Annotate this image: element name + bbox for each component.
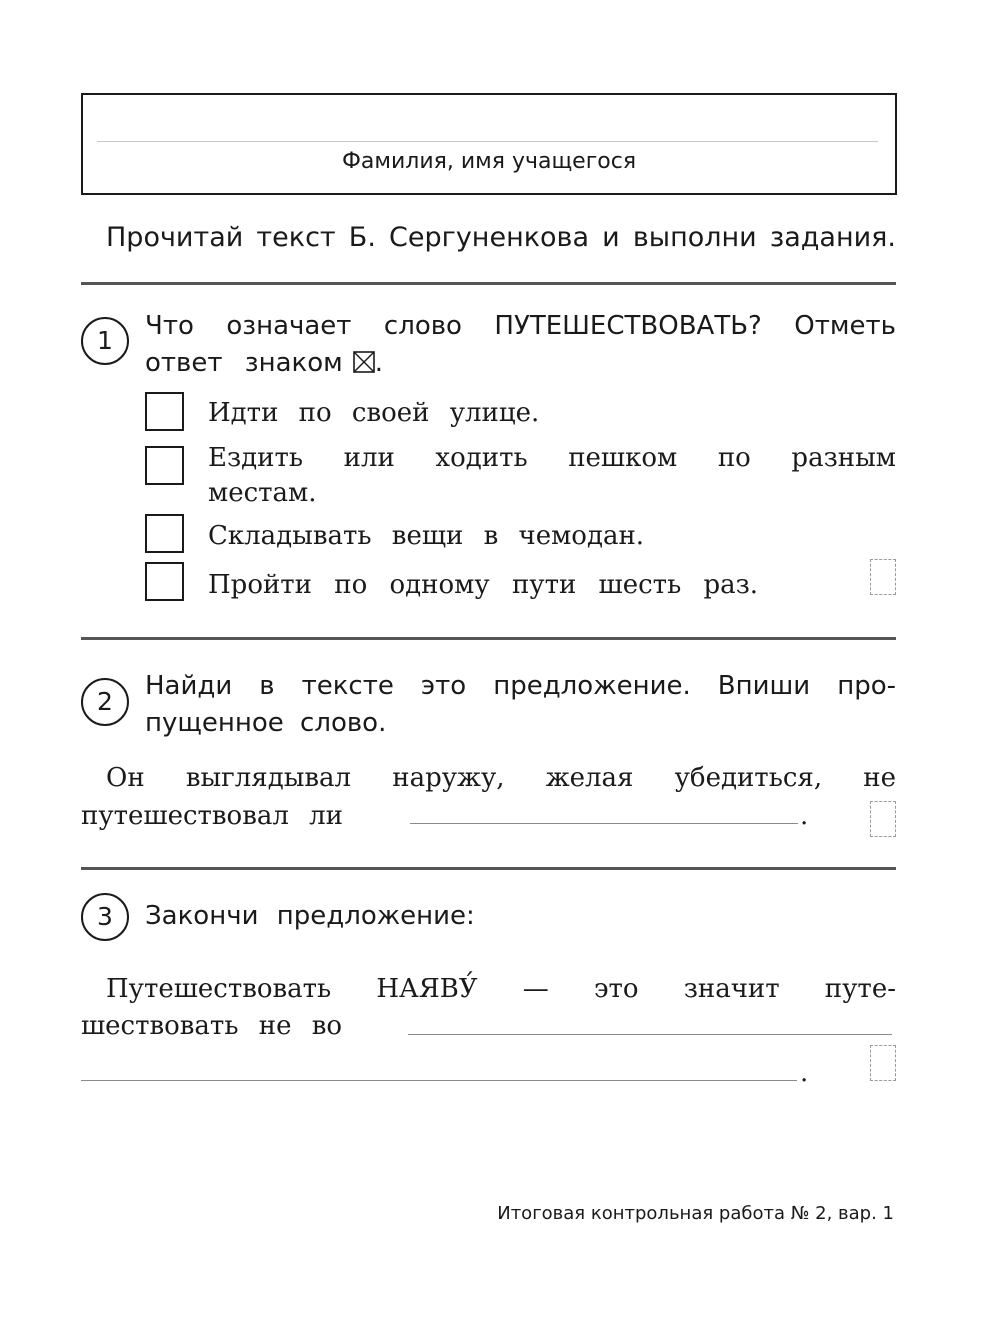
task-3-question: Закончи предложение: (145, 901, 475, 931)
option-1-label: Идти по своей улице. (208, 398, 540, 428)
task-3-sentence-end: . (800, 1058, 809, 1088)
student-name-label: Фамилия, имя учащегося (341, 149, 637, 174)
task-3-number: 3 (81, 893, 129, 941)
page-footer: Итоговая контрольная работа № 2, вар. 1 (497, 1203, 894, 1224)
task-2-question-line-1: Найди в тексте это предложение. Впиши про- (145, 671, 896, 701)
task-3-sentence-line-2: шествовать не во (81, 1011, 343, 1041)
task-2-score-box (870, 801, 896, 837)
student-name-box (81, 93, 897, 195)
option-2-label-line-1: Ездить или ходить пешком по разным (208, 443, 896, 473)
task-3-score-box (870, 1045, 896, 1081)
task-3-answer-line-2[interactable] (81, 1080, 797, 1081)
option-2-checkbox[interactable] (145, 446, 184, 485)
option-2-label-line-2: местам. (208, 478, 317, 508)
task-2-sentence-end: . (800, 801, 809, 831)
task-1-question (145, 308, 896, 382)
task-1-number: 1 (81, 317, 129, 365)
crossed-box-icon (353, 351, 375, 373)
task-2-question (145, 668, 896, 742)
task-1-question-end: . (374, 348, 384, 378)
student-name-line[interactable] (97, 141, 878, 142)
task-3-sentence-text-1: Путешествовать НАЯВУ́ — это значит путе- (106, 974, 896, 1004)
task-2-sentence-line-1 (106, 760, 896, 797)
task-1-score-box (870, 559, 896, 595)
option-3-checkbox[interactable] (145, 514, 184, 553)
option-4-checkbox[interactable] (145, 562, 184, 601)
task-1-question-line-2 (145, 345, 896, 382)
divider (81, 637, 896, 640)
intro-instruction: Прочитай текст Б. Сергуненкова и выполни задания. (106, 222, 896, 253)
task-1-question-line-1: Что означает слово ПУТЕШЕСТВОВАТЬ? Отметь (145, 311, 896, 341)
task-2-sentence-line-2: путешествовал ли (81, 801, 343, 831)
task-1-question-text: ответ знаком (145, 348, 343, 378)
task-3-answer-line-1[interactable] (408, 1034, 892, 1035)
divider (81, 867, 896, 870)
option-3-label: Складывать вещи в чемодан. (208, 521, 645, 551)
task-2-number: 2 (81, 678, 129, 726)
option-2-label (208, 441, 896, 511)
option-1-checkbox[interactable] (145, 392, 184, 431)
option-4-label: Пройти по одному пути шесть раз. (208, 570, 759, 600)
task-2-answer-line[interactable] (410, 823, 798, 824)
task-2-question-line-2: пущенное слово. (145, 708, 387, 738)
divider (81, 282, 896, 285)
task-2-sentence-text-1: Он выглядывал наружу, желая убедиться, не (106, 763, 896, 793)
task-3-sentence-line-1 (106, 971, 896, 1008)
